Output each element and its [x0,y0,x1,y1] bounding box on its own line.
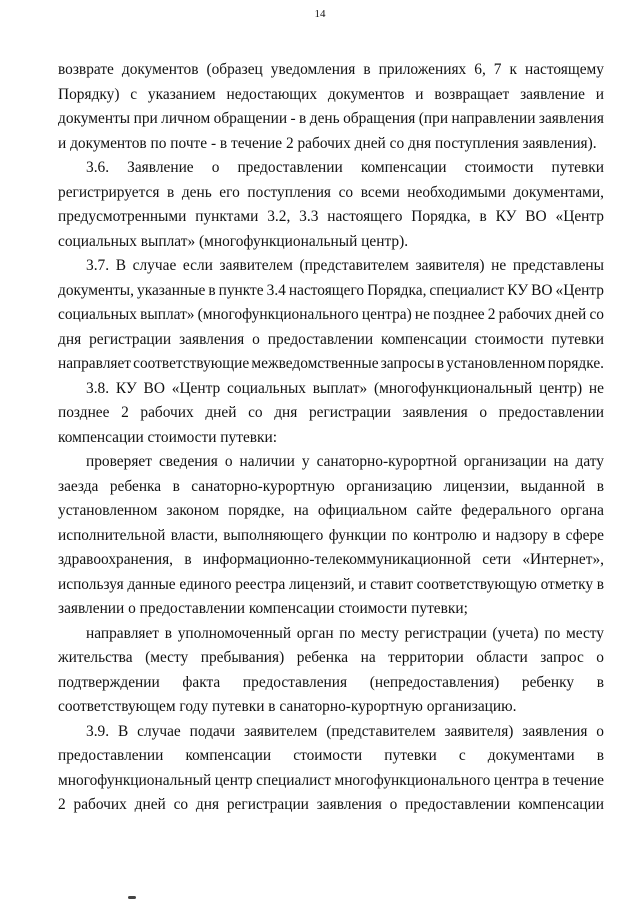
text-line: предусмотренными пунктами 3.2, 3.3 настоящего Порядка, в КУ ВО «Центр [58,208,604,225]
paragraph-3-6 [58,156,604,254]
text-line: социальных выплат» (многофункциональный центр). [58,232,409,250]
page-number: 14 [314,8,326,20]
text-line: направляет в уполномоченный орган по месту регистрации (учета) по месту [86,624,604,642]
text-line: соответствующем году путевки в санаторно-курортную организацию. [58,698,517,715]
text-line: используя данные единого реестра лицензий, и ставит соответствующую отметку в [58,575,604,593]
text-line: жительства (месту пребывания) ребенка на территории области запрос о [58,649,604,666]
text-line: регистрируется в день его поступления со всеми необходимыми документами, [58,183,604,201]
text-line: 2 рабочих дней со дня регистрации заявления о предоставлении компенсации [58,796,604,813]
text-line: документы, указанные в пункте 3.4 настоящего Порядка, специалист КУ ВО «Центр [58,281,604,299]
text-line: направляет соответствующие межведомственные запросы в установленном порядке. [58,355,604,372]
paragraph-3-8-check-license [58,450,604,622]
text-line: возврате документов (образец уведомления в приложениях 6, 7 к настоящему [58,61,604,78]
text-line: социальных выплат» (многофункционального центра) не позднее 2 рабочих дней со [58,306,604,323]
text-line: дня регистрации заявления о предоставлении компенсации стоимости путевки [58,330,604,348]
text-line: предоставлении компенсации стоимости путевки с документами в [58,747,604,764]
text-line: 3.8. КУ ВО «Центр социальных выплат» (многофункциональный центр) не [86,379,604,397]
text-line: 3.6. Заявление о предоставлении компенсации стоимости путевки [86,159,604,176]
text-line: исполнительной власти, выполняющего функции по контролю и надзору в сфере [58,526,604,544]
text-line: установленном законом порядке, на официальном сайте федерального органа [58,502,604,519]
paragraph-3-7 [58,254,604,377]
text-line: заявлении о предоставлении компенсации стоимости путевки; [58,600,468,617]
text-line: проверяет сведения о наличии у санаторно-курортной организации на дату [86,453,604,470]
text-line: здравоохранения, в информационно-телекоммуникационной сети «Интернет», [58,551,604,568]
paragraph-continuation [58,58,604,156]
paragraph-3-8 [58,377,604,451]
text-line: 3.7. В случае если заявителем (представителем заявителя) не представлены [86,257,604,274]
text-line: позднее 2 рабочих дней со дня регистрации заявления о предоставлении [58,404,604,421]
text-line: Порядку) с указанием недостающих документов и возвращает заявление и [58,85,604,103]
document-body [58,58,604,818]
text-line: многофункциональный центр специалист многофункционального центра в течение [58,771,604,789]
text-line: 3.9. В случае подачи заявителем (представителем заявителя) заявления о [86,722,604,740]
paragraph-3-8-send-request [58,622,604,720]
scan-artifact [128,896,136,899]
text-line: подтверждении факта предоставления (непредоставления) ребенку в [58,673,604,691]
text-line: заезда ребенка в санаторно-курортную организацию лицензии, выданной в [58,477,604,495]
paragraph-3-9 [58,720,604,818]
text-line: документы при личном обращении - в день обращения (при направлении заявления [58,110,604,127]
text-line: компенсации стоимости путевки: [58,428,278,446]
text-line: и документов по почте - в течение 2 рабочих дней со дня поступления заявления). [58,134,597,152]
